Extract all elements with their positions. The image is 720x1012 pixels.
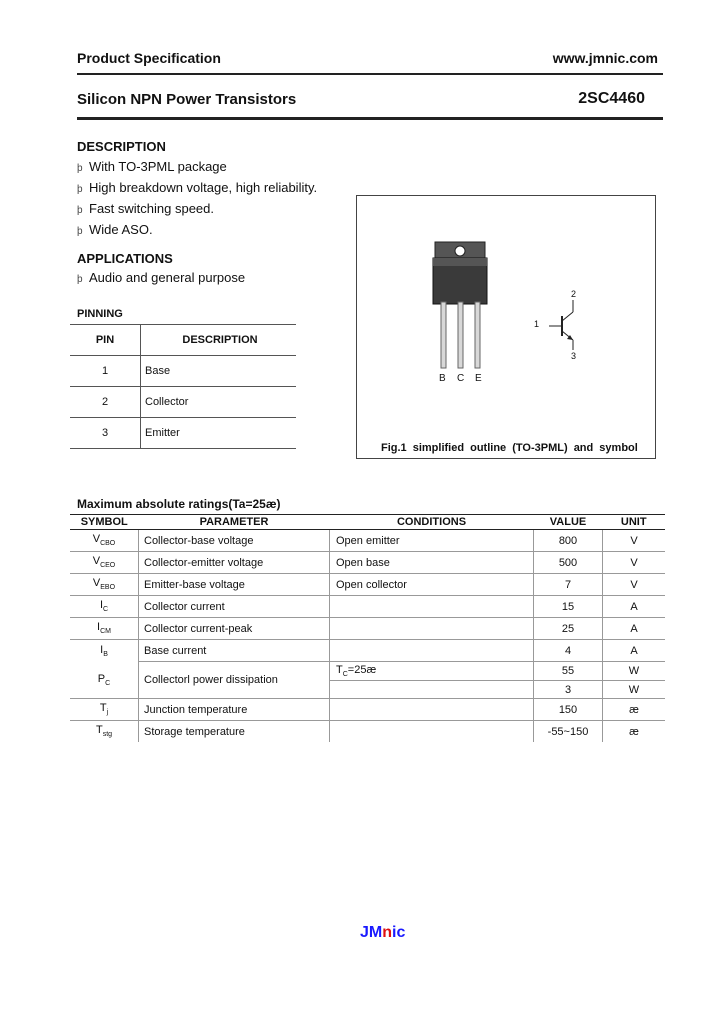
description-heading: DESCRIPTION — [77, 139, 166, 154]
list-item: þ Audio and general purpose — [77, 270, 246, 285]
table-row: 2 Collector — [70, 387, 296, 418]
list-item: þ Wide ASO. — [77, 222, 153, 237]
package-outline-image — [357, 196, 655, 458]
table-row: 1 Base — [70, 356, 296, 387]
table-row: 3 W — [70, 681, 665, 699]
pin-label-c: C — [457, 373, 465, 384]
applications-heading: APPLICATIONS — [77, 251, 173, 266]
title-rule — [77, 117, 663, 120]
list-item: þ With TO-3PML package — [77, 159, 227, 174]
ratings-heading: Maximum absolute ratings(Ta=25æ) — [77, 497, 281, 511]
table-row: 3 Emitter — [70, 418, 296, 449]
header-right: www.jmnic.com — [552, 50, 658, 66]
column-header: VALUE — [534, 515, 603, 530]
table-row: $T_{stg}$ Storage temperature -55~150 æ — [70, 721, 665, 743]
table-row: $T_j$ Junction temperature 150 æ — [70, 699, 665, 721]
header-left: Product Specification — [77, 50, 221, 66]
figure-box — [356, 195, 656, 459]
footer-logo: JMnic — [360, 924, 406, 941]
column-header: SYMBOL — [70, 515, 139, 530]
table-row: $I_C$ Collector current 15 A — [70, 596, 665, 618]
symbol-label-1: 1 — [534, 319, 540, 329]
table-row: $V_{CEO}$ Collector-emitter voltage Open base 500 V — [70, 552, 665, 574]
symbol-label-2: 2 — [571, 289, 577, 299]
column-header: CONDITIONS — [330, 515, 534, 530]
part-number: 2SC4460 — [578, 90, 645, 107]
ratings-table — [70, 514, 665, 742]
header-rule — [77, 73, 663, 75]
pinning-heading: PINNING — [77, 308, 123, 320]
column-header: PARAMETER — [139, 515, 330, 530]
pin-label-e: E — [475, 373, 482, 384]
pinning-table — [70, 324, 296, 449]
table-row: $V_{EBO}$ Emitter-base voltage Open collector 7 V — [70, 574, 665, 596]
symbol-label-3: 3 — [571, 351, 577, 361]
table-row: $P_C$ Collectorl power dissipation $T_C=25æ$ 55 W — [70, 662, 665, 681]
column-header: UNIT — [603, 515, 666, 530]
column-header: DESCRIPTION — [182, 334, 258, 346]
description-list — [77, 157, 317, 241]
pin-label-b: B — [439, 373, 446, 384]
table-row: $I_B$ Base current 4 A — [70, 640, 665, 662]
list-item: þ Fast switching speed. — [77, 201, 215, 216]
figure-caption: Fig.1 simplified outline (TO-3PML) and symbol — [381, 442, 638, 454]
list-item: þ High breakdown voltage, high reliability. — [77, 180, 318, 195]
table-row: $V_{CBO}$ Collector-base voltage Open emitter 800 V — [70, 530, 665, 552]
page-title: Silicon NPN Power Transistors — [77, 91, 297, 108]
table-row: $I_{CM}$ Collector current-peak 25 A — [70, 618, 665, 640]
column-header: PIN — [70, 325, 141, 356]
